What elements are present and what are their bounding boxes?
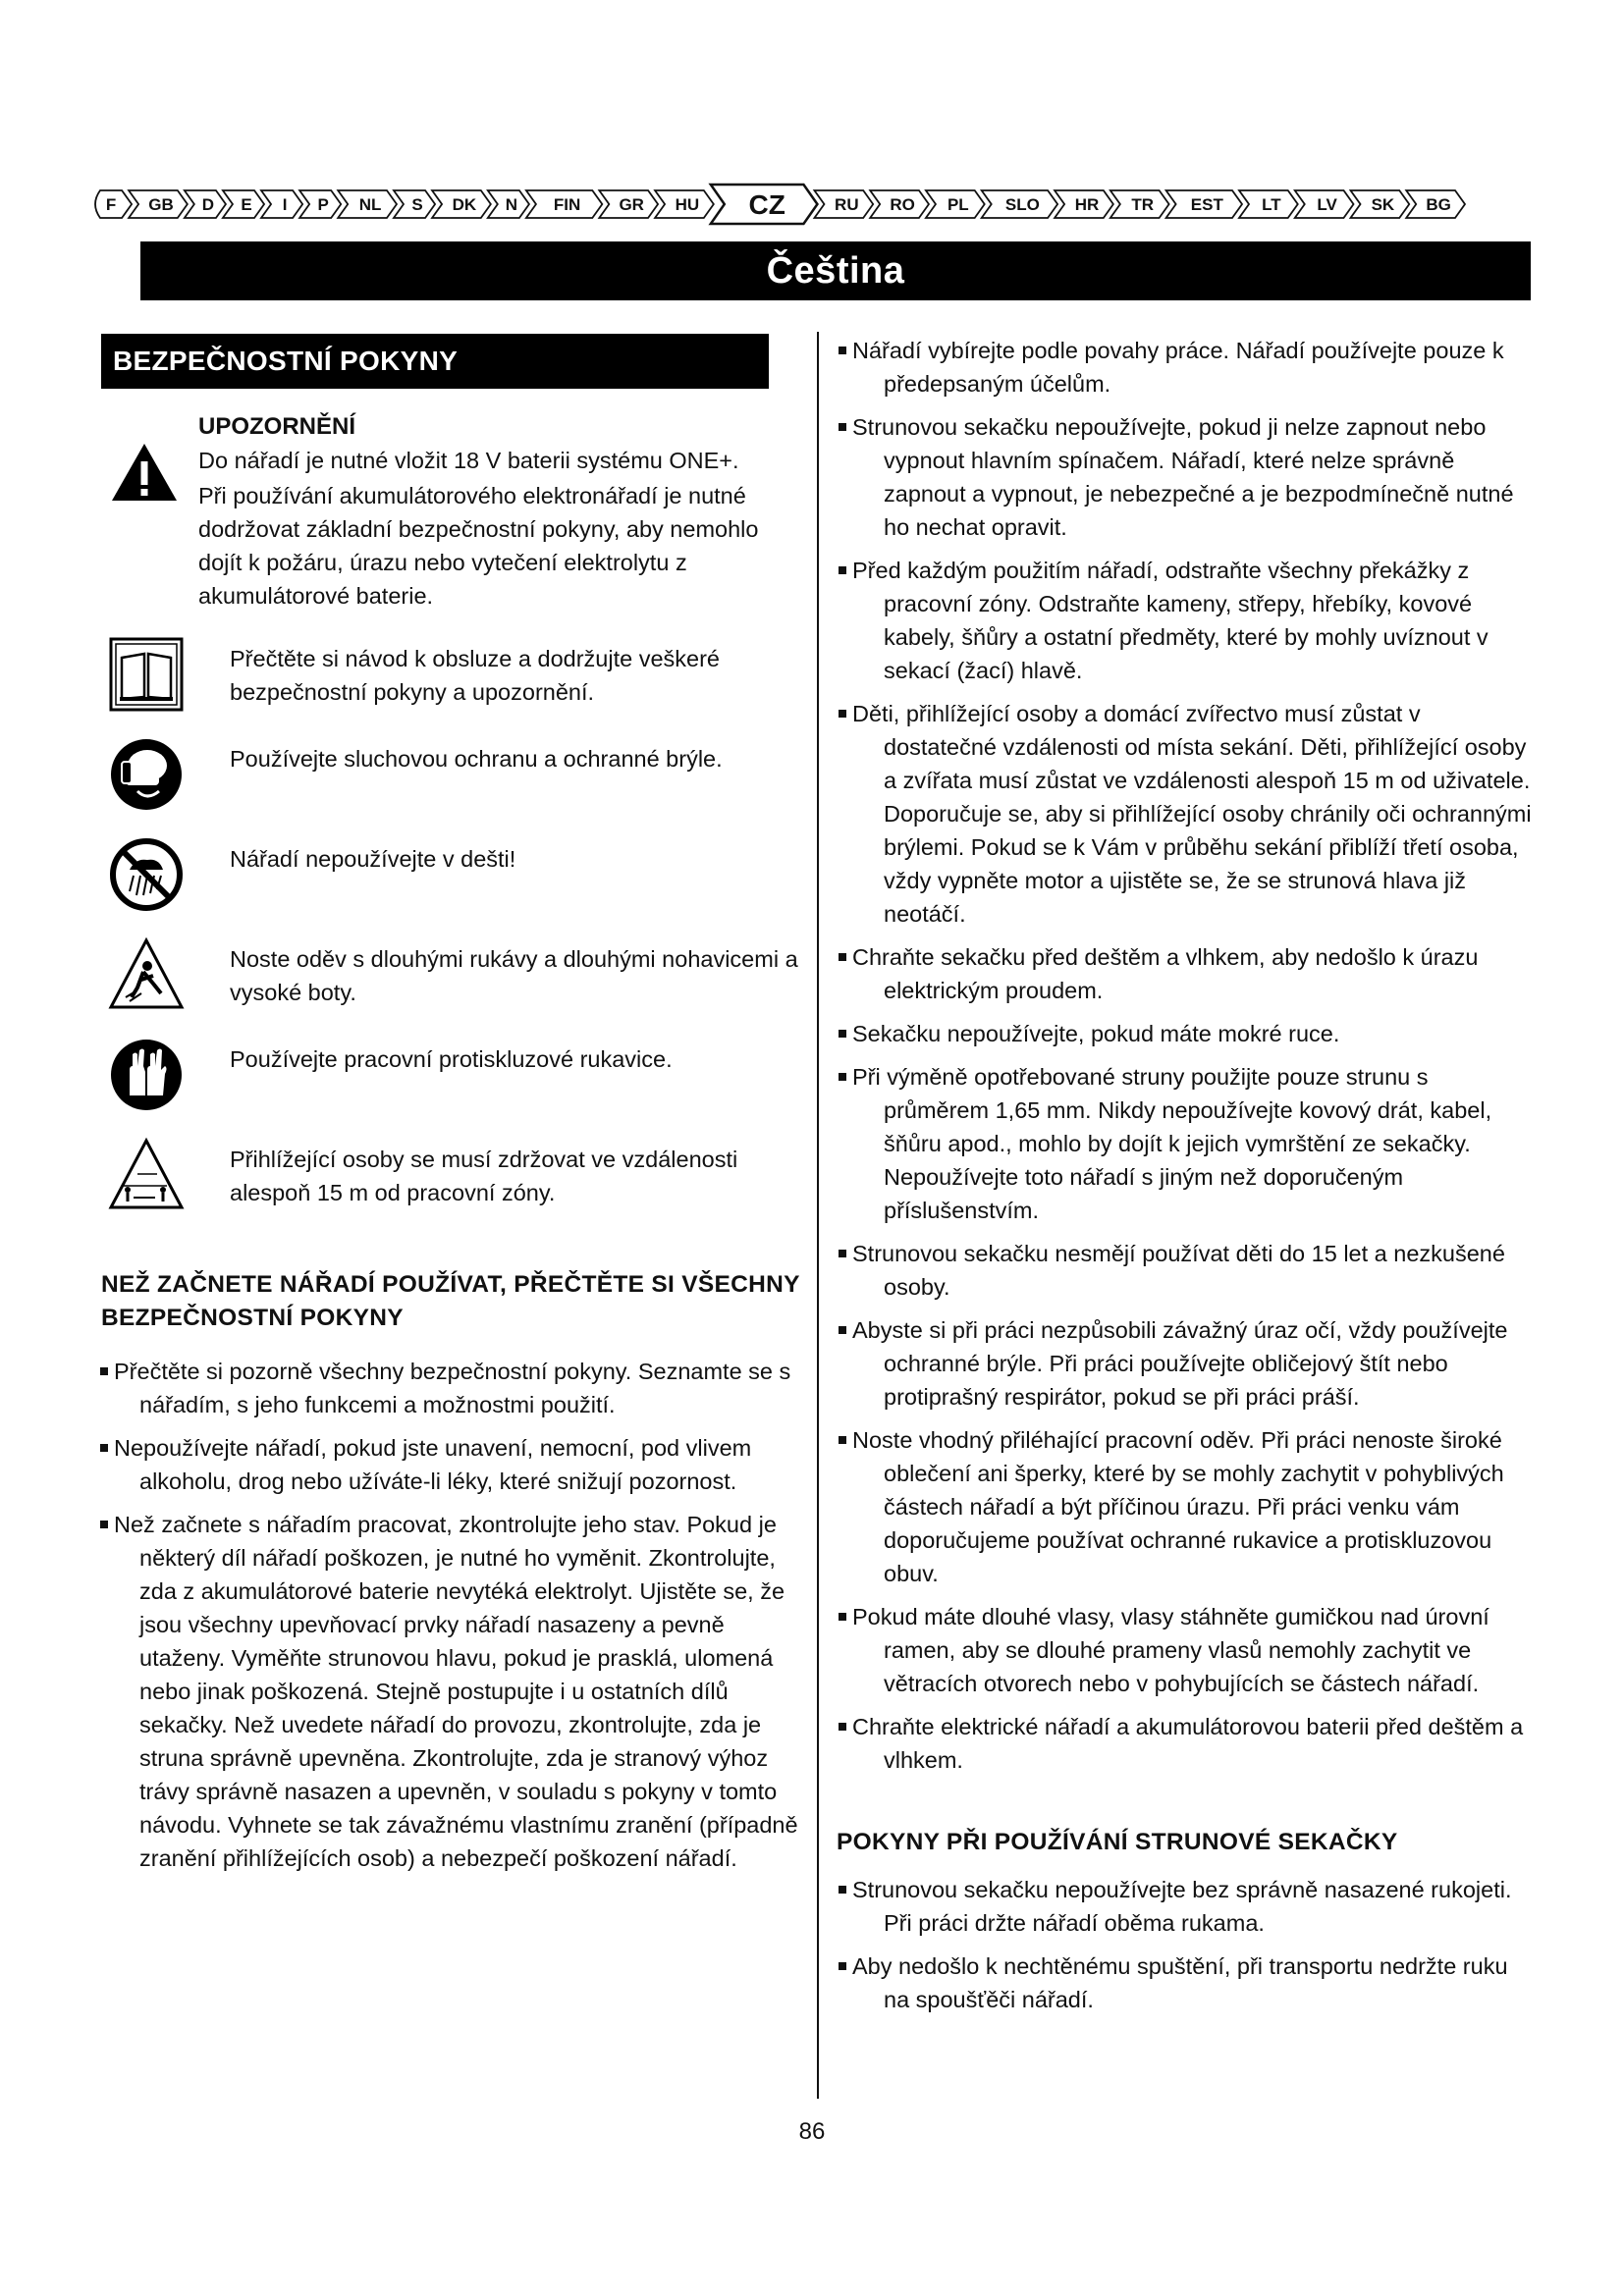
language-tab-label: RU: [835, 195, 859, 214]
language-tab-label: CZ: [748, 189, 785, 220]
list-item: Noste vhodný přiléhající pracovní oděv. Při práci nenoste široké oblečení ani šperky, které by se mohly zachytit v pohyblivých částech nářadí a být příčinou úrazu. Při práci venku vám doporučujeme používat ochranné rukavice a protiskluzovou obuv.: [837, 1423, 1539, 1590]
language-tab-label: HR: [1074, 195, 1100, 214]
list-item: Děti, přihlížející osoby a domácí zvířectvo musí zůstat v dostatečné vzdálenosti od místa sekání. Děti, přihlížející osoby a zvířata musí zůstat ve vzdálenosti alespoň 15 m od uživatele. Doporučuje se, aby si přihlížející osoby chránily oči ochrannými brýlemi. Pokud se k Vám v průběhu sekání přiblíží třetí osoba, vždy vypněte motor a ujistěte se, že se strunová hlava již neotáčí.: [837, 697, 1539, 931]
language-tab-fin: [526, 190, 602, 218]
language-tab-label: DK: [452, 195, 477, 214]
language-tab-label: D: [201, 195, 215, 214]
page-number: 86: [798, 2118, 826, 2145]
language-tab-label: SLO: [1004, 195, 1040, 214]
language-tab-label: S: [411, 195, 423, 214]
language-tab-f: [95, 190, 132, 218]
language-tab-pl: [926, 190, 985, 218]
language-tabs: [88, 183, 1542, 226]
language-tab-n: [488, 190, 529, 218]
language-tab-label: I: [282, 195, 288, 214]
protective-clothing-icon: [108, 936, 185, 1013]
language-tab-e: [223, 190, 264, 218]
symbol-row: [96, 736, 801, 821]
language-tab-hu: [655, 190, 714, 218]
general-safety-list: [837, 334, 1539, 1777]
list-item: Sekačku nepoužívejte, pokud máte mokré ruce.: [837, 1017, 1539, 1050]
gloves-icon: [108, 1037, 185, 1113]
warning-triangle-icon: [110, 442, 179, 503]
list-item: Při výměně opotřebované struny použijte pouze strunu s průměrem 1,65 mm. Nikdy nepoužívejte kovový drát, kabel, šňůru apod., mohlo by dojít k jejich vymrštění ze sekačky. Nepoužívejte toto nářadí s jiným než doporučeným příslušenstvím.: [837, 1060, 1539, 1227]
language-tab-label: FIN: [553, 195, 581, 214]
symbol-text: Nářadí nepoužívejte v dešti!: [230, 846, 516, 872]
list-item: Strunovou sekačku nepoužívejte, pokud ji nelze zapnout nebo vypnout hlavním spínačem. Nářadí, které nelze správně zapnout a vypnout, je nebezpečné a je bezpodmínečně nutné ho nechat opravit.: [837, 410, 1539, 544]
right-column: [837, 334, 1539, 2026]
left-column: [96, 334, 801, 1885]
language-tab-hr: [1055, 190, 1113, 218]
language-tab-label: F: [105, 195, 117, 214]
symbol-row: [96, 636, 801, 721]
trimmer-section-list: [837, 1873, 1539, 2016]
language-tab-s: [394, 190, 435, 218]
symbol-row: [96, 1137, 801, 1221]
language-tab-label: TR: [1131, 195, 1155, 214]
language-tab-strip: [88, 183, 1542, 226]
language-tab-ru: [814, 190, 873, 218]
language-tab-cz: [711, 185, 818, 224]
language-tab-bg: [1406, 190, 1465, 218]
warning-title: UPOZORNĚNÍ: [198, 413, 356, 440]
list-item: Před každým použitím nářadí, odstraňte všechny překážky z pracovní zóny. Odstraňte kameny, střepy, hřebíky, kovové kabely, šňůry a ostatní předměty, které by mohly uvíznout v sekací (žací) hlavě.: [837, 554, 1539, 687]
warning-paragraph: Při používání akumulátorového elektronářadí je nutné dodržovat základní bezpečnostní pokyny, aby nemohlo dojít k požáru, úrazu nebo vytečení elektrolytu z akumulátorové baterie.: [198, 483, 759, 609]
list-item: Abyste si při práci nezpůsobili závažný úraz očí, vždy používejte ochranné brýle. Při práci používejte obličejový štít nebo protiprašný respirátor, pokud se při práci práší.: [837, 1313, 1539, 1414]
language-tab-label: RO: [890, 195, 915, 214]
symbol-text: Používejte sluchovou ochranu a ochranné brýle.: [230, 746, 723, 772]
language-tab-label: NL: [358, 195, 382, 214]
language-tab-dk: [432, 190, 491, 218]
language-tab-label: E: [241, 195, 252, 214]
list-item: Chraňte sekačku před deštěm a vlhkem, aby nedošlo k úrazu elektrickým proudem.: [837, 940, 1539, 1007]
language-tab-label: SK: [1371, 195, 1395, 214]
symbol-row: [96, 1037, 801, 1121]
list-item: Pokud máte dlouhé vlasy, vlasy stáhněte gumičkou nad úrovní ramen, aby se dlouhé prameny vlasů nemohly zachytit ve větracích otvorech nebo v pohybujících se částech nářadí.: [837, 1600, 1539, 1700]
symbol-text: Přečtěte si návod k obsluze a dodržujte veškeré bezpečnostní pokyny a upozornění.: [230, 646, 720, 705]
language-tab-lv: [1295, 190, 1354, 218]
language-tab-lt: [1239, 190, 1298, 218]
list-item: Aby nedošlo k nechtěnému spuštění, při transportu nedržte ruku na spoušťěči nářadí.: [837, 1949, 1539, 2016]
language-tab-i: [261, 190, 302, 218]
warning-paragraph: Do nářadí je nutné vložit 18 V baterii systému ONE+.: [198, 448, 739, 473]
language-tab-label: HU: [675, 195, 700, 214]
page-title: Čeština: [140, 241, 1531, 300]
no-rain-icon: [108, 836, 185, 913]
column-divider: [817, 332, 819, 2099]
language-tab-label: BG: [1426, 195, 1451, 214]
manual-book-icon: [108, 636, 185, 713]
language-tab-gb: [129, 190, 188, 218]
bystander-distance-icon: [108, 1137, 185, 1213]
read-section-heading: NEŽ ZAČNETE NÁŘADÍ POUŽÍVAT, PŘEČTĚTE SI VŠECHNY BEZPEČNOSTNÍ POKYNY: [101, 1271, 800, 1331]
warning-text: [198, 444, 801, 613]
language-tab-label: GR: [619, 195, 644, 214]
ear-eye-protection-icon: [108, 736, 185, 813]
read-section-list: [96, 1355, 801, 1875]
language-tab-label: P: [317, 195, 329, 214]
language-tab-ro: [870, 190, 929, 218]
symbol-row: [96, 936, 801, 1021]
language-tab-tr: [1110, 190, 1169, 218]
symbol-text: Přihlížející osoby se musí zdržovat ve vzdálenosti alespoň 15 m od pracovní zóny.: [230, 1147, 738, 1205]
language-tab-nl: [338, 190, 397, 218]
language-tab-label: LT: [1262, 195, 1281, 214]
language-tab-gr: [599, 190, 658, 218]
language-tab-slo: [982, 190, 1057, 218]
language-tab-est: [1166, 190, 1242, 218]
symbol-row: [96, 836, 801, 921]
language-tab-label: PL: [947, 195, 969, 214]
list-item: Chraňte elektrické nářadí a akumulátorovou baterii před deštěm a vlhkem.: [837, 1710, 1539, 1777]
language-tab-label: EST: [1190, 195, 1223, 214]
safety-symbol-list: [96, 636, 801, 1221]
list-item: Strunovou sekačku nesmějí používat děti do 15 let a nezkušené osoby.: [837, 1237, 1539, 1304]
list-item: Nepoužívejte nářadí, pokud jste unavení, nemocní, pod vlivem alkoholu, drog nebo užíváte-li léky, které snižují pozornost.: [96, 1431, 801, 1498]
list-item: Nářadí vybírejte podle povahy práce. Nářadí používejte pouze k předepsaným účelům.: [837, 334, 1539, 400]
language-tab-label: LV: [1317, 195, 1337, 214]
language-tab-d: [185, 190, 226, 218]
list-item: Přečtěte si pozorně všechny bezpečnostní pokyny. Seznamte se s nářadím, s jeho funkcemi a možnostmi použití.: [96, 1355, 801, 1421]
list-item: Než začnete s nářadím pracovat, zkontrolujte jeho stav. Pokud je některý díl nářadí poškozen, je nutné ho vyměnit. Zkontrolujte, zda z akumulátorové baterie nevytéká elektrolyt. Ujistěte se, že jsou všechny upevňovací prvky nářadí nasazeny a pevně utaženy. Vyměňte strunovou hlavu, pokud je prasklá, ulomená nebo jinak poškozená. Stejně postupujte i u ostatních dílů sekačky. Než uvedete nářadí do provozu, zkontrolujte, zda je struna správně upevněna. Zkontrolujte, zda je stranový výhoz trávy správně nasazen a upevněn, v souladu s pokyny v tomto návodu. Vyhnete se tak závažnému vlastnímu zranění (případně zranění přihlížejících osob) a nebezpečí poškození nářadí.: [96, 1508, 801, 1875]
symbol-text: Používejte pracovní protiskluzové rukavice.: [230, 1046, 673, 1072]
symbol-text: Noste oděv s dlouhými rukávy a dlouhými nohavicemi a vysoké boty.: [230, 946, 798, 1005]
warning-block: [96, 410, 801, 613]
language-tab-p: [299, 190, 341, 218]
safety-section-heading: BEZPEČNOSTNÍ POKYNY: [101, 334, 769, 389]
language-tab-label: N: [505, 195, 518, 214]
language-tab-label: GB: [148, 195, 174, 214]
trimmer-section-heading: POKYNY PŘI POUŽÍVÁNÍ STRUNOVÉ SEKAČKY: [837, 1829, 1398, 1855]
language-tab-sk: [1351, 190, 1410, 218]
list-item: Strunovou sekačku nepoužívejte bez správně nasazené rukojeti. Při práci držte nářadí oběma rukama.: [837, 1873, 1539, 1940]
